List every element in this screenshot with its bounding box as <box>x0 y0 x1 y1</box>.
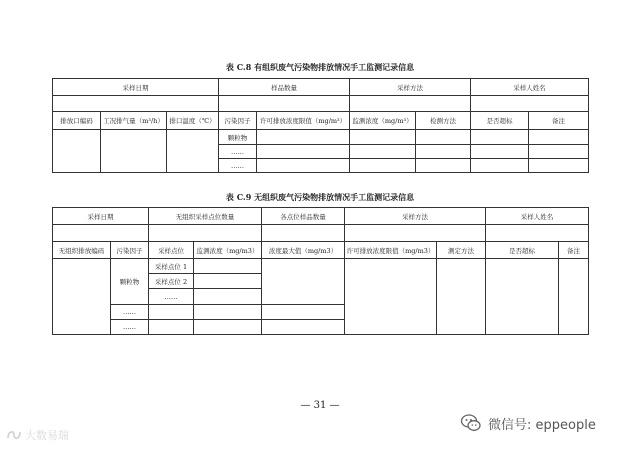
cell-empty <box>194 289 262 305</box>
header-sampler-name: 采样人姓名 <box>471 79 589 96</box>
table-row-ellipsis: …… <box>219 145 257 159</box>
cell-empty <box>529 159 589 173</box>
col-header-pollutant: 污染因子 <box>219 112 257 130</box>
cell-empty <box>350 159 416 173</box>
header-sampling-date: 采样日期 <box>53 208 149 225</box>
cell-empty <box>257 145 350 159</box>
cell-empty <box>471 130 529 145</box>
header-samples-per-point: 各点位样品数量 <box>262 208 345 225</box>
table-row-pollutant: 颗粒物 <box>111 259 149 305</box>
col-header-outlet-code: 排放口编码 <box>53 112 101 130</box>
col-header-sampling-point: 采样点位 <box>149 242 194 259</box>
cell-empty <box>101 130 167 173</box>
page-number: — 31 — <box>300 400 340 411</box>
table-row-sampling-point: 采样点位 2 <box>149 274 194 289</box>
col-header-exceeds: 是否超标 <box>486 242 559 259</box>
header-sampling-date: 采样日期 <box>53 79 219 96</box>
table-row-ellipsis: …… <box>111 305 149 320</box>
col-header-max-conc: 浓度最大值（mg/m3） <box>262 242 345 259</box>
col-header-measured-conc: 监测浓度（mg/m3） <box>194 242 262 259</box>
cell-empty <box>53 130 101 173</box>
cell-empty <box>416 130 471 145</box>
watermark-logo-icon <box>6 428 22 442</box>
header-point-count: 无组织采样点位数量 <box>149 208 262 225</box>
cell-empty <box>262 320 345 335</box>
cell-empty <box>350 96 471 112</box>
cell-empty <box>167 130 219 173</box>
cell-empty <box>149 305 194 320</box>
header-sampling-method: 采样方法 <box>350 79 471 96</box>
cell-empty <box>257 159 350 173</box>
cell-empty <box>350 130 416 145</box>
table-c9 <box>52 207 589 335</box>
table1-caption: 表 C.8 有组织废气污染物排放情况手工监测记录信息 <box>225 62 415 72</box>
wechat-icon <box>460 412 482 434</box>
cell-empty <box>559 259 589 335</box>
cell-empty <box>53 96 219 112</box>
cell-empty <box>257 130 350 145</box>
table-row-sampling-point: 采样点位 1 <box>149 259 194 274</box>
cell-empty <box>53 225 149 242</box>
cell-empty <box>486 225 589 242</box>
cell-empty <box>194 320 262 335</box>
cell-empty <box>345 259 437 335</box>
cell-empty <box>262 305 345 320</box>
cell-empty <box>416 145 471 159</box>
table-c8 <box>52 78 589 173</box>
header-sampler-name: 采样人姓名 <box>486 208 589 225</box>
cell-empty <box>262 225 345 242</box>
table-row-ellipsis: …… <box>219 159 257 173</box>
cell-empty <box>194 305 262 320</box>
col-header-measured-conc: 监测浓度（mg/m³） <box>350 112 416 130</box>
col-header-fugitive-code: 无组织排放编码 <box>53 242 111 259</box>
cell-empty <box>416 159 471 173</box>
col-header-remarks: 备注 <box>559 242 589 259</box>
col-header-permit-limit: 许可排放浓度限值（mg/m³） <box>257 112 350 130</box>
col-header-pollutant: 污染因子 <box>111 242 149 259</box>
watermark-left-text: 大数易瑞 <box>25 429 69 442</box>
cell-empty <box>471 145 529 159</box>
watermark-left <box>6 427 69 443</box>
table2-caption: 表 C.9 无组织废气污染物排放情况手工监测记录信息 <box>225 192 415 202</box>
cell-empty <box>437 259 486 335</box>
cell-empty <box>529 130 589 145</box>
cell-empty <box>149 320 194 335</box>
cell-empty <box>350 145 416 159</box>
cell-empty <box>471 96 589 112</box>
table-row-pollutant: 颗粒物 <box>219 130 257 145</box>
cell-empty <box>529 145 589 159</box>
table-row-ellipsis: …… <box>149 289 194 305</box>
cell-empty <box>194 274 262 289</box>
col-header-exhaust-volume: 工况排气量（m³/h） <box>101 112 167 130</box>
cell-empty <box>149 225 262 242</box>
col-header-outlet-temp: 排口温度（℃） <box>167 112 219 130</box>
wechat-id-text: 微信号: eppeople <box>488 417 596 433</box>
cell-empty <box>486 259 559 335</box>
col-header-exceeds: 是否超标 <box>471 112 529 130</box>
cell-empty <box>471 159 529 173</box>
cell-empty <box>53 259 111 335</box>
table-row-ellipsis: …… <box>111 320 149 335</box>
col-header-determination-method: 测定方法 <box>437 242 486 259</box>
cell-empty <box>262 259 345 305</box>
cell-empty <box>194 259 262 274</box>
col-header-test-method: 检测方法 <box>416 112 471 130</box>
header-sampling-method: 采样方法 <box>345 208 486 225</box>
cell-empty <box>219 96 350 112</box>
watermark-wechat <box>460 412 596 434</box>
cell-empty <box>345 225 486 242</box>
col-header-permit-limit: 许可排放浓度限值（mg/m3） <box>345 242 437 259</box>
col-header-remarks: 备注 <box>529 112 589 130</box>
header-sample-count: 样品数量 <box>219 79 350 96</box>
